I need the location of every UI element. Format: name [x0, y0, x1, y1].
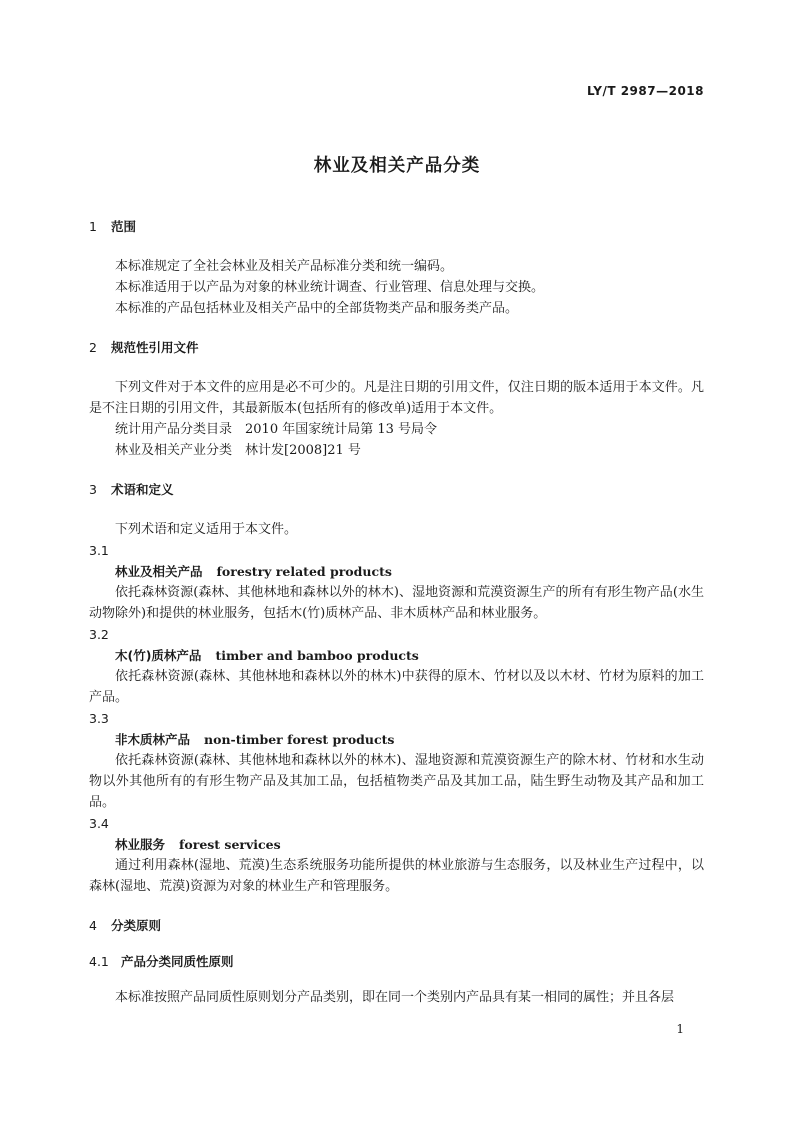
term-heading	[89, 729, 704, 750]
paragraph: 下列术语和定义适用于本文件。	[115, 522, 298, 537]
reference-item: 林业及相关产业分类 林计发[2008]21 号	[115, 443, 361, 458]
paragraph: 本标准适用于以产品为对象的林业统计调查、行业管理、信息处理与交换。	[115, 280, 545, 295]
paragraph: 本标准按照产品同质性原则划分产品类别，即在同一个类别内产品具有某一相同的属性；并且各层	[115, 990, 675, 1005]
section-title: 规范性引用文件	[111, 340, 199, 355]
document-title: 林业及相关产品分类	[313, 156, 481, 176]
term-definition: 通过利用森林(湿地、荒漠)生态系统服务功能所提供的林业旅游与生态服务，以及林业生产过程中，以森林(湿地、荒漠)资源为对象的林业生产和管理服务。	[89, 858, 704, 894]
term-zh: 木(竹)质林产品	[115, 648, 202, 663]
term-number: 3.4	[89, 816, 109, 831]
term-en: non-timber forest products	[204, 732, 395, 747]
term-definition: 依托森林资源(森林、其他林地和森林以外的林木)、湿地资源和荒漠资源生产的除木材、竹材和水生动物以外其他所有的有形生物产品及其加工品，包括植物类产品及其加工品，陆生野生动物及其产品和加工品。	[89, 753, 704, 810]
standard-code: LY/T 2987—2018	[586, 84, 704, 98]
section-heading-4	[89, 915, 704, 937]
document-body	[89, 216, 704, 1008]
subsection-number: 4.1	[89, 954, 109, 969]
term-en: forestry related products	[216, 564, 392, 579]
section-title: 分类原则	[111, 918, 162, 933]
section-heading-2	[89, 337, 704, 359]
term-en: forest services	[179, 837, 281, 852]
term-number: 3.3	[89, 711, 109, 726]
term-number: 3.2	[89, 627, 109, 642]
term-en: timber and bamboo products	[215, 648, 419, 663]
subsection-title: 产品分类同质性原则	[121, 954, 234, 969]
term-zh: 林业服务	[115, 837, 166, 852]
page-number: 1	[676, 1022, 684, 1036]
term-definition: 依托森林资源(森林、其他林地和森林以外的林木)中获得的原木、竹材以及以木材、竹材为原料的加工产品。	[89, 669, 704, 705]
term-number: 3.1	[89, 543, 109, 558]
section-title: 范围	[111, 219, 137, 234]
section-number: 3	[89, 482, 97, 497]
paragraph: 本标准的产品包括林业及相关产品中的全部货物类产品和服务类产品。	[115, 301, 519, 316]
term-zh: 林业及相关产品	[115, 564, 203, 579]
term-definition: 依托森林资源(森林、其他林地和森林以外的林木)、湿地资源和荒漠资源生产的所有有形生物产品(水生动物除外)和提供的林业服务，包括木(竹)质林产品、非木质林产品和林业服务。	[89, 585, 704, 621]
section-number: 1	[89, 219, 97, 234]
term-zh: 非木质林产品	[115, 732, 191, 747]
section-heading-1	[89, 216, 704, 238]
term-heading	[89, 834, 704, 855]
section-title: 术语和定义	[111, 482, 174, 497]
section-number: 2	[89, 340, 97, 355]
section-number: 4	[89, 918, 97, 933]
term-heading	[89, 561, 704, 582]
subsection-heading-4-1	[89, 951, 704, 973]
reference-item: 统计用产品分类目录 2010 年国家统计局第 13 号局令	[115, 422, 438, 437]
term-heading	[89, 645, 704, 666]
paragraph: 下列文件对于本文件的应用是必不可少的。凡是注日期的引用文件，仅注日期的版本适用于本文件。凡是不注日期的引用文件，其最新版本(包括所有的修改单)适用于本文件。	[89, 380, 704, 416]
paragraph: 本标准规定了全社会林业及相关产品标准分类和统一编码。	[115, 259, 454, 274]
section-heading-3	[89, 479, 704, 501]
